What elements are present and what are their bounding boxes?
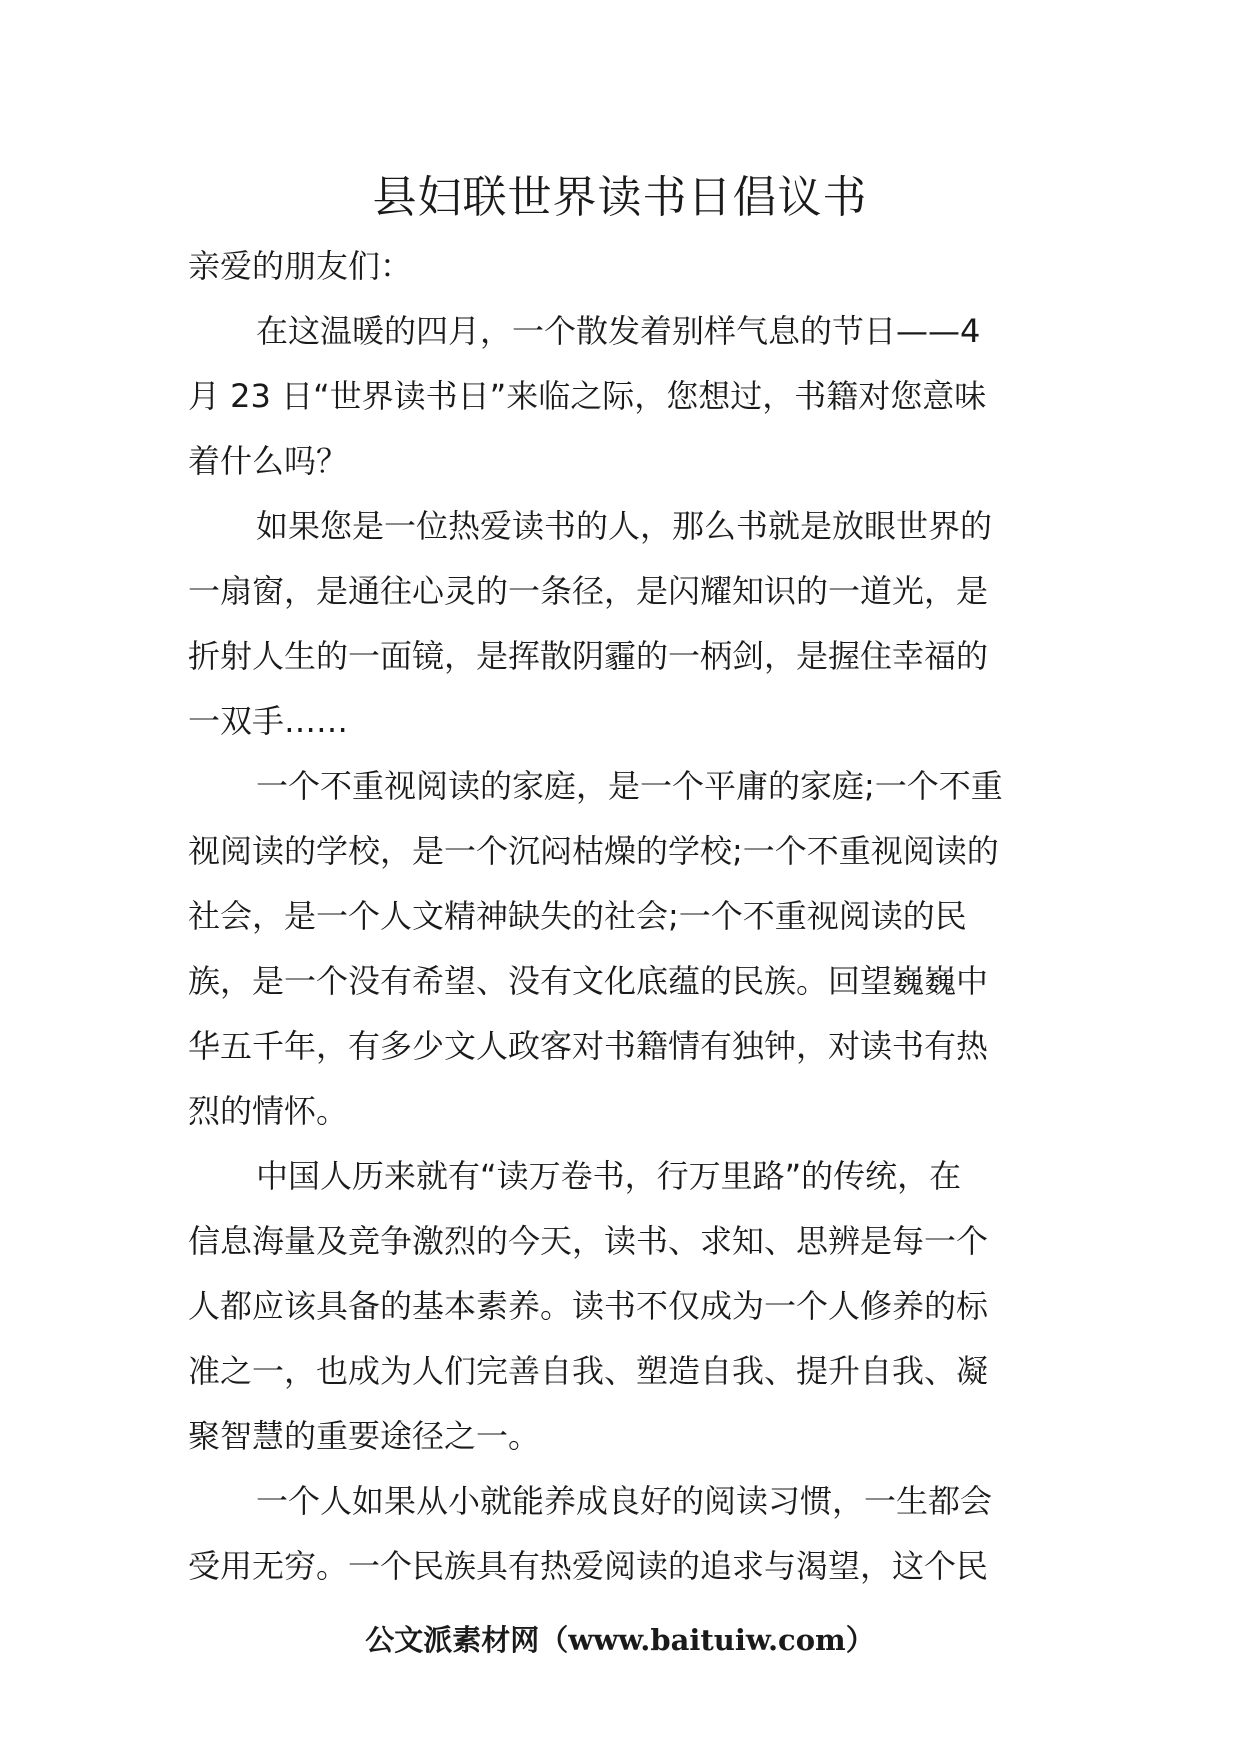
paragraph-line: 人都应该具备的基本素养。读书不仅成为一个人修养的标 (188, 1287, 989, 1325)
paragraph-line: 一扇窗，是通往心灵的一条径，是闪耀知识的一道光，是 (188, 572, 989, 610)
paragraph-line: 一个不重视阅读的家庭，是一个平庸的家庭;一个不重 (256, 767, 1003, 805)
document-body (188, 234, 1058, 1599)
paragraph-line: 视阅读的学校，是一个沉闷枯燥的学校;一个不重视阅读的 (188, 832, 999, 870)
paragraph-line: 聚智慧的重要途径之一。 (188, 1417, 541, 1455)
paragraph-line: 月 23 日“世界读书日”来临之际，您想过，书籍对您意味 (188, 377, 987, 415)
paragraph-line: 折射人生的一面镜，是挥散阴霾的一柄剑，是握住幸福的 (188, 637, 989, 675)
paragraph (188, 1144, 1058, 1469)
paragraph-line: 华五千年，有多少文人政客对书籍情有独钟，对读书有热 (188, 1027, 989, 1065)
paragraph-line: 信息海量及竞争激烈的今天，读书、求知、思辨是每一个 (188, 1222, 989, 1260)
paragraph-line: 准之一，也成为人们完善自我、塑造自我、提升自我、凝 (188, 1352, 989, 1390)
salutation: 亲爱的朋友们： (188, 247, 413, 285)
paragraph (188, 494, 1058, 754)
paragraph-list (188, 299, 1058, 1599)
footer-source: 公文派素材网（www.baituiw.com） (365, 1623, 875, 1657)
paragraph-line: 烈的情怀。 (188, 1092, 349, 1130)
paragraph-line: 中国人历来就有“读万卷书，行万里路”的传统，在 (256, 1157, 962, 1195)
paragraph-line: 受用无穷。一个民族具有热爱阅读的追求与渴望，这个民 (188, 1547, 989, 1585)
paragraph (188, 1469, 1058, 1599)
paragraph (188, 299, 1058, 494)
paragraph-line: 在这温暖的四月，一个散发着别样气息的节日——4 (256, 312, 981, 350)
paragraph-line: 如果您是一位热爱读书的人，那么书就是放眼世界的 (256, 507, 993, 545)
document-title: 县妇联世界读书日倡议书 (372, 172, 868, 223)
paragraph-line: 一双手…… (188, 702, 349, 740)
paragraph-line: 社会，是一个人文精神缺失的社会;一个不重视阅读的民 (188, 897, 967, 935)
paragraph-line: 着什么吗？ (188, 442, 349, 480)
paragraph (188, 754, 1058, 1144)
paragraph-line: 一个人如果从小就能养成良好的阅读习惯，一生都会 (256, 1482, 993, 1520)
paragraph-line: 族，是一个没有希望、没有文化底蕴的民族。回望巍巍中 (188, 962, 989, 1000)
